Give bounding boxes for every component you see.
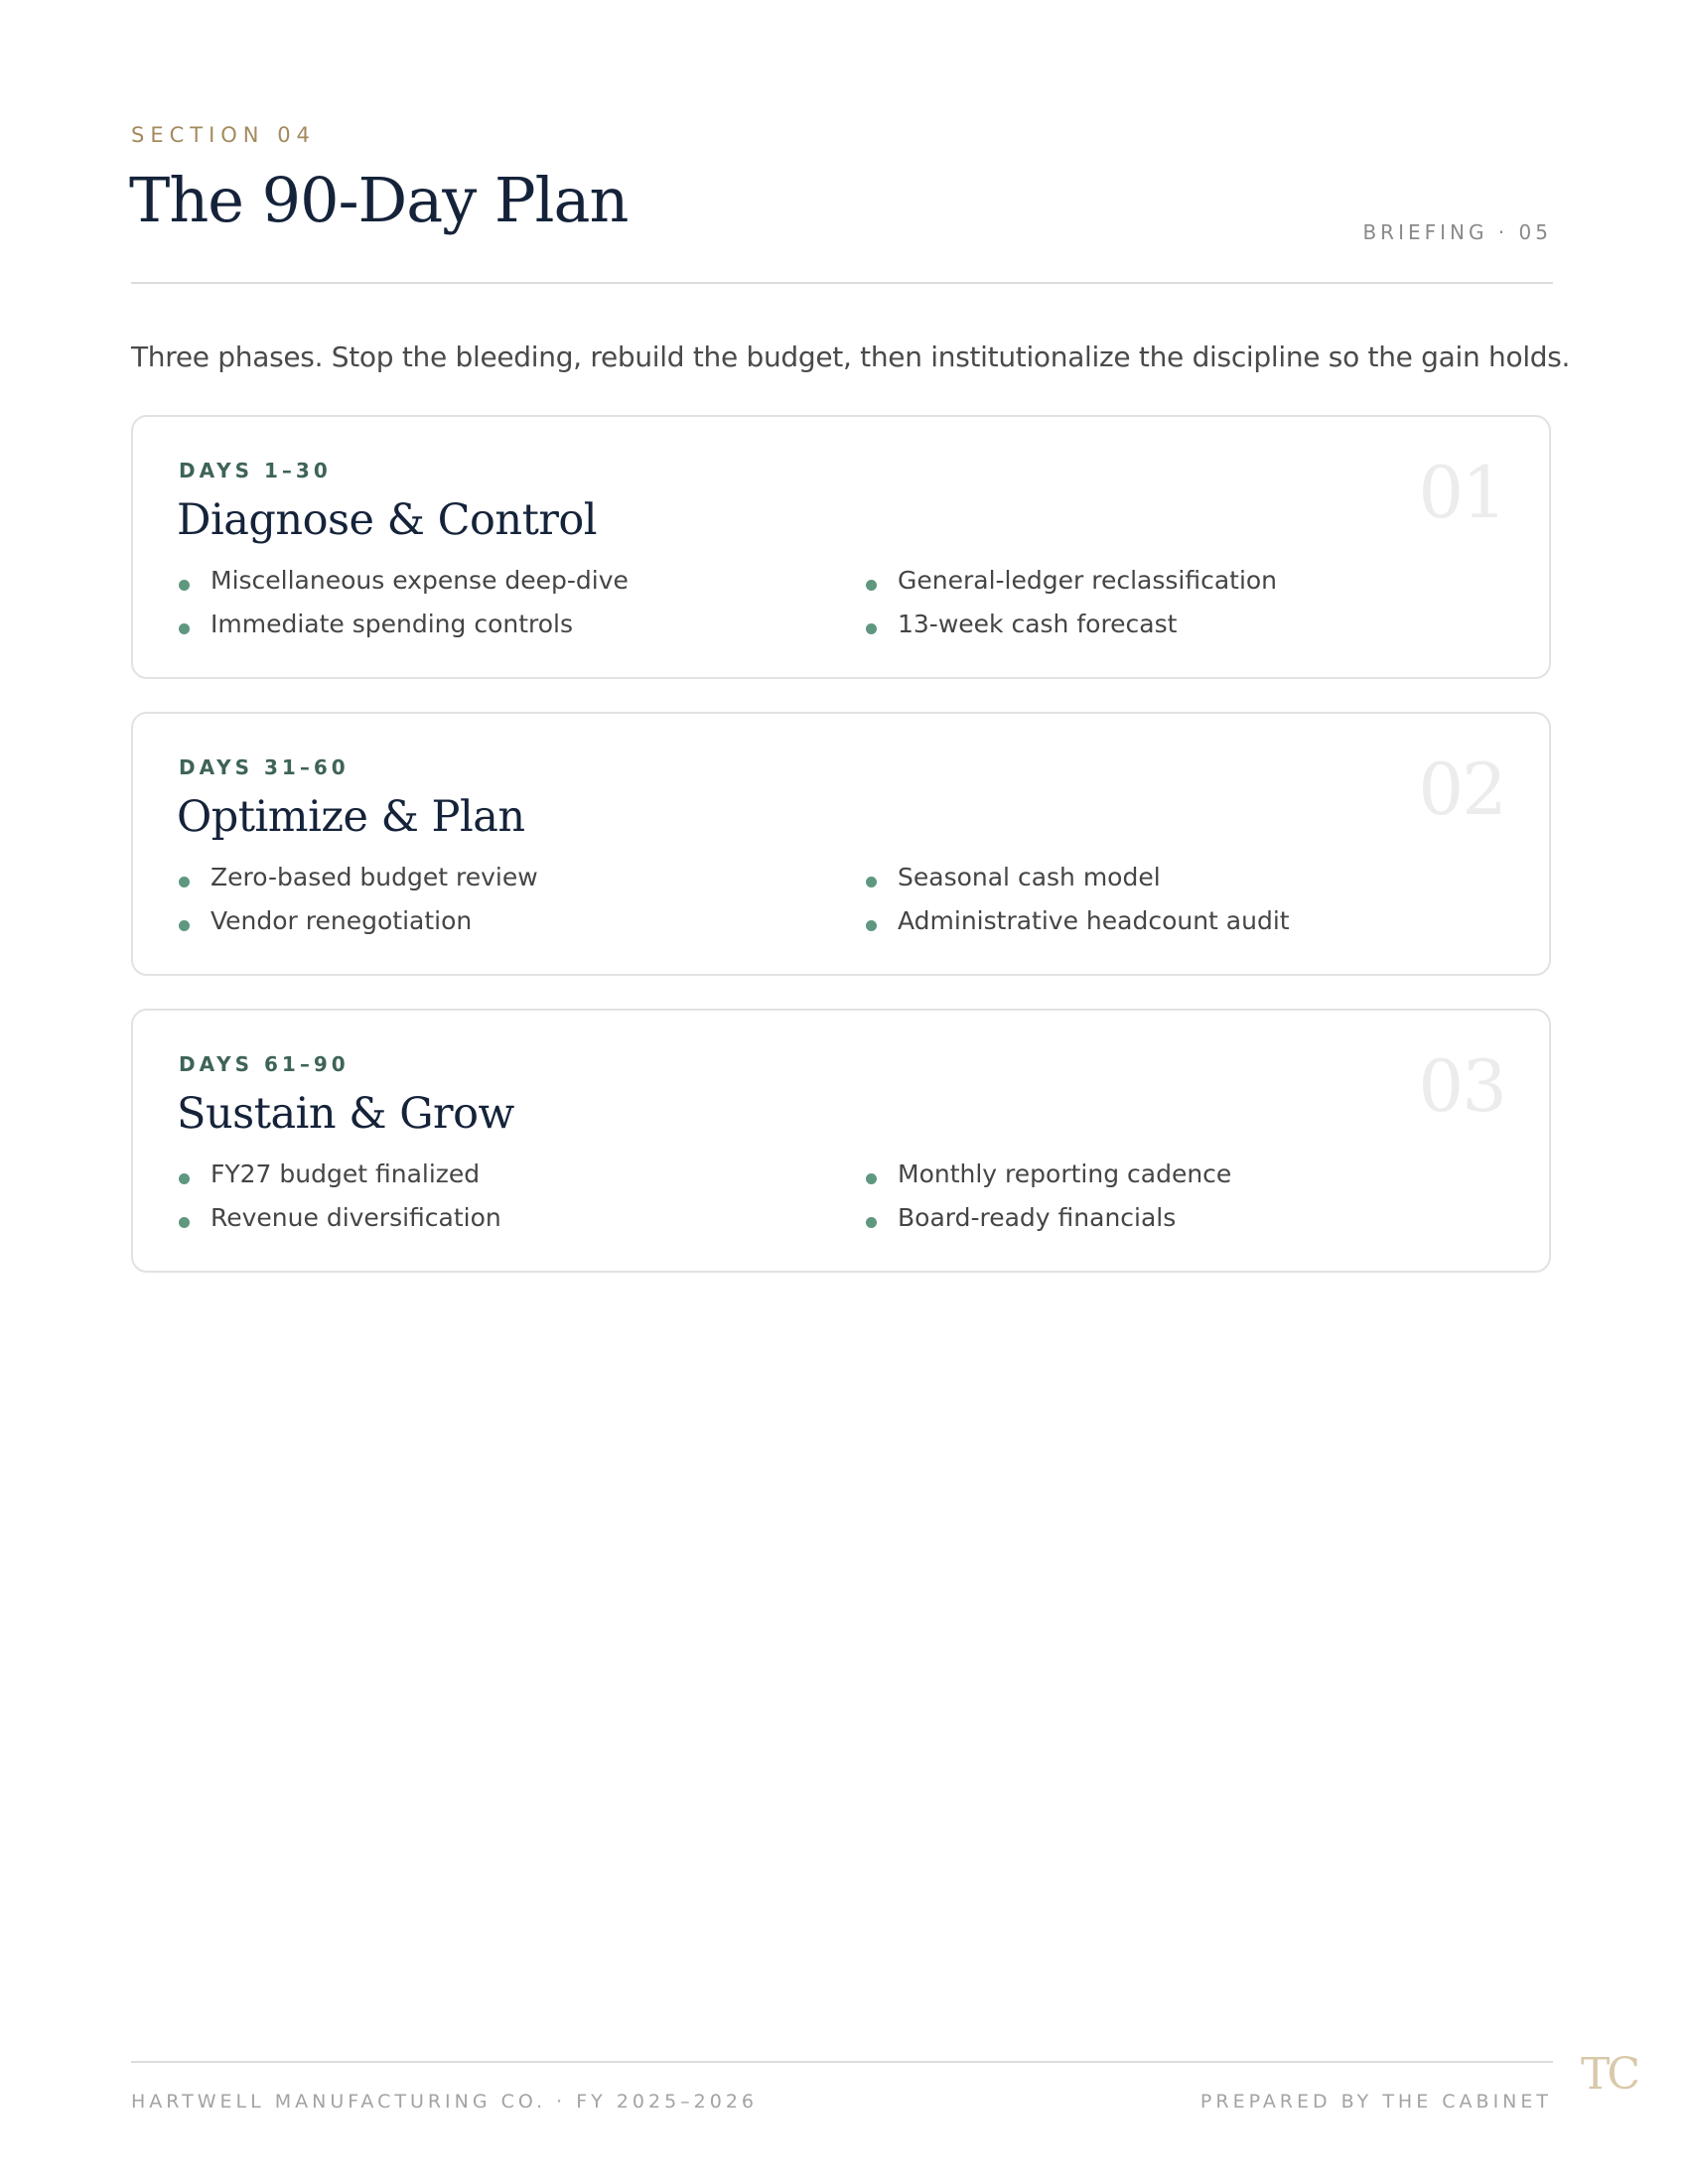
intro-text: Three phases. Stop the bleeding, rebuild the budget, then institutionalize the discipline so the gain holds. (131, 341, 1571, 373)
bullet-dot-icon (866, 580, 877, 591)
list-item (866, 564, 1509, 598)
phase-bullet-list (179, 1158, 1509, 1235)
bullet-dot-icon (179, 1173, 190, 1184)
list-item-text: Zero-based budget review (211, 863, 538, 891)
phase-number: 01 (1418, 451, 1505, 534)
list-item-text: Monthly reporting cadence (898, 1160, 1232, 1188)
list-item (179, 564, 866, 598)
bullet-dot-icon (179, 920, 190, 931)
phase-number: 02 (1418, 748, 1505, 831)
phase-number: 03 (1418, 1044, 1505, 1128)
list-item (866, 608, 1509, 641)
list-item (866, 1158, 1509, 1191)
phase-card-2 (131, 712, 1551, 976)
phase-days-label: DAYS 61–90 (179, 1052, 350, 1076)
phase-bullet-list (179, 861, 1509, 938)
list-item-text: Seasonal cash model (898, 863, 1161, 891)
list-item-text: FY27 budget finalized (211, 1160, 481, 1188)
bullet-dot-icon (866, 623, 877, 634)
monogram-logo: TC (1581, 2049, 1638, 2100)
list-item (179, 608, 866, 641)
phase-card-1 (131, 415, 1551, 679)
list-item-text: Board-ready financials (898, 1203, 1177, 1232)
list-item-text: 13-week cash forecast (898, 610, 1178, 638)
bullet-dot-icon (866, 1217, 877, 1228)
list-item-text: Administrative headcount audit (898, 906, 1290, 935)
phase-title: Optimize & Plan (177, 792, 525, 842)
briefing-label: BRIEFING · 05 (1362, 220, 1552, 244)
bullet-dot-icon (866, 1173, 877, 1184)
phase-title: Sustain & Grow (177, 1089, 514, 1139)
footer-prepared-by: PREPARED BY THE CABINET (1199, 2091, 1552, 2113)
list-item-text: Miscellaneous expense deep-dive (211, 566, 629, 595)
list-item (179, 861, 866, 894)
footer-company: HARTWELL MANUFACTURING CO. · FY 2025–2026 (131, 2091, 759, 2113)
section-eyebrow: SECTION 04 (131, 123, 316, 147)
bullet-dot-icon (179, 1217, 190, 1228)
list-item (866, 861, 1509, 894)
list-item (866, 1201, 1509, 1235)
bullet-dot-icon (866, 920, 877, 931)
list-item-text: Vendor renegotiation (211, 906, 473, 935)
bullet-dot-icon (866, 877, 877, 887)
bullet-dot-icon (179, 623, 190, 634)
list-item-text: Immediate spending controls (211, 610, 574, 638)
list-item (179, 1158, 866, 1191)
list-item (866, 904, 1509, 938)
phase-title: Diagnose & Control (177, 495, 598, 545)
header-divider (131, 282, 1553, 284)
list-item-text: General-ledger reclassification (898, 566, 1278, 595)
page-title: The 90-Day Plan (129, 164, 629, 236)
list-item (179, 904, 866, 938)
phase-days-label: DAYS 1–30 (179, 459, 332, 482)
footer-divider (131, 2061, 1553, 2063)
phase-bullet-list (179, 564, 1509, 641)
bullet-dot-icon (179, 580, 190, 591)
list-item (179, 1201, 866, 1235)
bullet-dot-icon (179, 877, 190, 887)
list-item-text: Revenue diversification (211, 1203, 501, 1232)
phase-days-label: DAYS 31–60 (179, 755, 350, 779)
phase-card-3 (131, 1009, 1551, 1273)
